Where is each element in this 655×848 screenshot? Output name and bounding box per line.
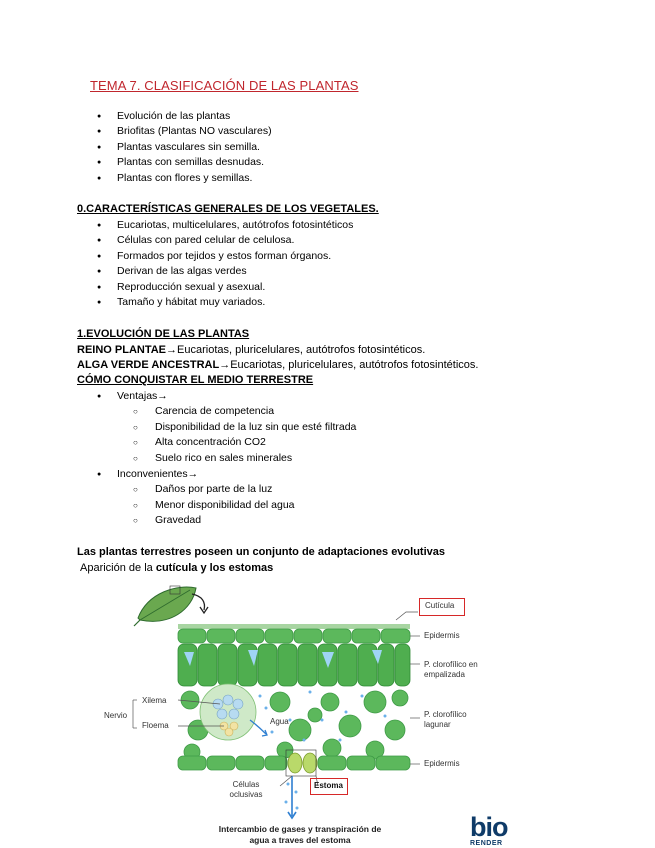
empalizada-label: P. clorofílico en empalizada (424, 660, 478, 679)
adaptations-prefix: Aparición de la (80, 562, 156, 574)
list-item: ○ Alta concentración CO2 (133, 435, 356, 451)
logo-subtext: RENDER (470, 840, 503, 847)
section0-heading: 0.CARACTERÍSTICAS GENERALES DE LOS VEGETALES. (77, 203, 379, 215)
list-item: ● Plantas vasculares sin semilla. (97, 140, 272, 155)
guard-cells (288, 753, 317, 773)
list-item: ● Eucariotas, multicelulares, autótrofos fotosintéticos (97, 218, 353, 233)
list-item: ● Tamaño y hábitat muy variados. (97, 295, 353, 310)
list-item: ● Formados por tejidos y estos forman órganos. (97, 249, 353, 264)
list-item: ● Inconvenientes→ (97, 467, 198, 482)
list-item: ● Derivan de las algas verdes (97, 264, 353, 279)
cuticula-label: Cutícula (425, 601, 455, 610)
ventajas-sublist (133, 404, 356, 466)
upper-epidermis (178, 629, 410, 643)
list-item: ● Briofitas (Plantas NO vasculares) (97, 124, 272, 139)
inconvenientes-sublist (133, 482, 295, 529)
list-item: ○ Carencia de competencia (133, 404, 356, 420)
alga-label: ALGA VERDE ANCESTRAL (77, 359, 220, 371)
alga-line (77, 359, 478, 371)
list-item: ○ Menor disponibilidad del agua (133, 498, 295, 514)
reino-label: REINO PLANTAE (77, 344, 167, 356)
celulas-label: Células oclusivas (229, 780, 263, 799)
cuticle-layer (178, 624, 410, 629)
conquest-heading: CÓMO CONQUISTAR EL MEDIO TERRESTRE (77, 374, 314, 386)
lagunar-label: P. clorofílico lagunar (424, 710, 467, 729)
list-item: ○ Daños por parte de la luz (133, 482, 295, 498)
list-item: ● Ventajas→ (97, 389, 168, 404)
xilema-label: Xilema (142, 696, 167, 705)
list-item: ○ Gravedad (133, 513, 295, 529)
section0-list (97, 218, 353, 310)
inconvenientes-list (97, 467, 198, 482)
list-item: ● Reproducción sexual y asexual. (97, 280, 353, 295)
list-item: ● Plantas con flores y semillas. (97, 171, 272, 186)
epidermis-top-label: Epidermis (424, 631, 460, 640)
list-item: ● Evolución de las plantas (97, 109, 272, 124)
list-item: ○ Disponibilidad de la luz sin que esté filtrada (133, 420, 356, 436)
adaptations-bold: cutícula y los estomas (155, 562, 274, 574)
agua-label: Agua (270, 717, 289, 726)
reino-line (77, 344, 425, 356)
floema-label: Floema (142, 721, 169, 730)
alga-text: →Eucariotas, pluricelulares, autótrofos fotosintéticos. (219, 359, 479, 371)
logo-text: bio (470, 814, 508, 842)
figure-caption: Intercambio de gases y transpiración de agua a traves del estoma (218, 824, 382, 845)
intro-list (97, 109, 272, 186)
epidermis-bottom-label: Epidermis (424, 759, 460, 768)
ventajas-list (97, 389, 168, 404)
list-item: ● Células con pared celular de celulosa. (97, 233, 353, 248)
adaptations-line (80, 562, 273, 574)
list-item: ● Plantas con semillas desnudas. (97, 155, 272, 170)
adaptations-heading: Las plantas terrestres poseen un conjunto de adaptaciones evolutivas (77, 546, 445, 558)
vascular-bundle (200, 684, 256, 740)
leaf-icon (134, 586, 208, 626)
list-item: ○ Suelo rico en sales minerales (133, 451, 356, 467)
page-title: TEMA 7. CLASIFICACIÓN DE LAS PLANTAS (90, 78, 359, 93)
biorender-logo (470, 814, 520, 848)
estoma-label: Estoma (314, 781, 343, 790)
reino-text: →Eucariotas, pluricelulares, autótrofos fotosintéticos. (166, 344, 426, 356)
nervio-label: Nervio (104, 711, 128, 720)
section1-heading: 1.EVOLUCIÓN DE LAS PLANTAS (77, 328, 250, 340)
